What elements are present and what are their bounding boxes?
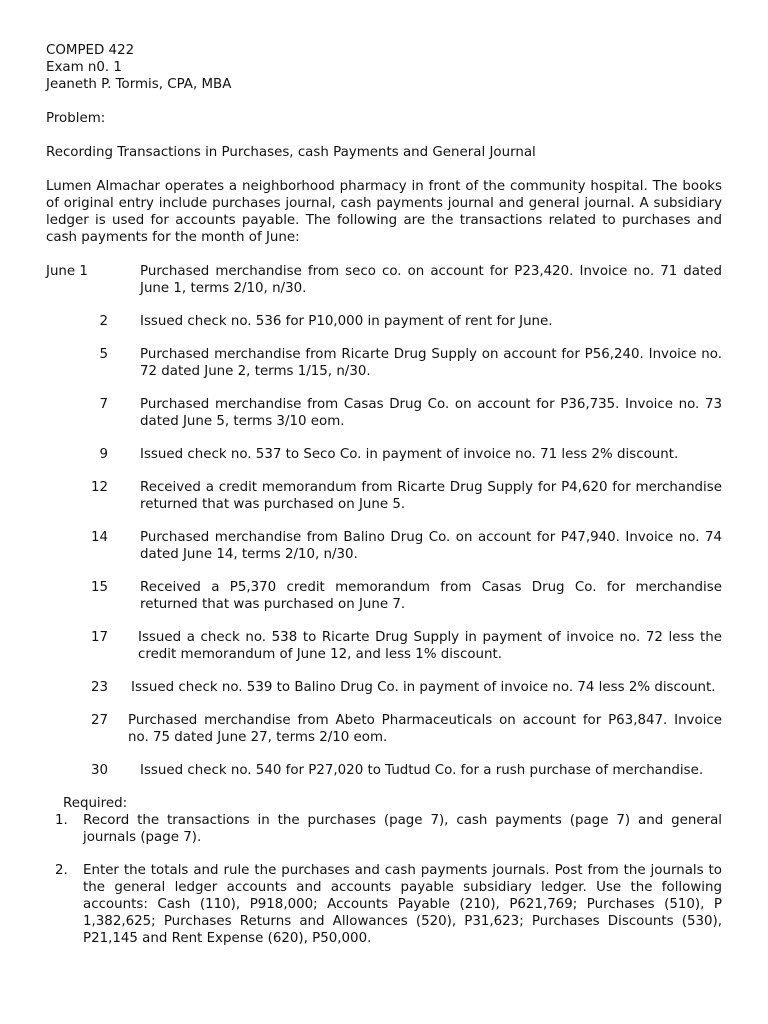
- transaction-date: 27: [90, 713, 108, 728]
- transaction-text: Purchased merchandise from seco co. on account for P23,420. Invoice no. 71 dated June 1, terms 2/10, n/30.: [140, 264, 722, 296]
- transaction-item: [46, 579, 722, 613]
- transaction-text: Issued check no. 540 for P27,020 to Tudtud Co. for a rush purchase of merchandise.: [140, 763, 704, 778]
- transaction-date: 7: [99, 397, 108, 412]
- required-section: [46, 795, 722, 947]
- transaction-date: 2: [99, 314, 108, 329]
- required-item: [46, 862, 722, 947]
- transaction-text: Issued a check no. 538 to Ricarte Drug Supply in payment of invoice no. 72 less the credit memorandum of June 12, and less 1% discount.: [138, 630, 722, 662]
- transaction-text: Purchased merchandise from Ricarte Drug Supply on account for P56,240. Invoice no. 72 dated June 2, terms 1/15, n/30.: [140, 347, 722, 379]
- transaction-date: 17: [90, 630, 108, 645]
- course-code: COMPED 422: [46, 43, 135, 58]
- transaction-text: Issued check no. 539 to Balino Drug Co. in payment of invoice no. 74 less 2% discount.: [131, 680, 716, 695]
- transaction-text: Purchased merchandise from Balino Drug Co. on account for P47,940. Invoice no. 74 dated June 14, terms 2/10, n/30.: [140, 530, 722, 562]
- transaction-item: [46, 263, 722, 297]
- transaction-text: Received a credit memorandum from Ricarte Drug Supply for P4,620 for merchandise returned that was purchased on June 5.: [140, 480, 722, 512]
- transaction-item: [46, 479, 722, 513]
- required-item-number: 2.: [55, 863, 68, 878]
- required-item-number: 1.: [55, 813, 68, 828]
- transaction-date: 12: [90, 480, 108, 495]
- exam-page: [46, 42, 722, 947]
- transaction-date: 5: [99, 347, 108, 362]
- transaction-item: [46, 529, 722, 563]
- transaction-item: [46, 346, 722, 380]
- transaction-item: [46, 629, 722, 663]
- transaction-item: [46, 396, 722, 430]
- exam-number: Exam n0. 1: [46, 60, 122, 75]
- transaction-item: [46, 446, 722, 463]
- required-label: Required:: [63, 796, 128, 811]
- transaction-date: 30: [90, 763, 108, 778]
- transaction-text: Issued check no. 536 for P10,000 in payment of rent for June.: [140, 314, 553, 329]
- transaction-date: June 1: [46, 264, 88, 279]
- problem-title: Recording Transactions in Purchases, cash Payments and General Journal: [46, 145, 536, 160]
- intro-paragraph: Lumen Almachar operates a neighborhood pharmacy in front of the community hospital. The books of original entry include purchases journal, cash payments journal and general journal. A subsidiary ledger is used for accounts payable. The following are the transactions related to purchases and cash payments for the month of June:: [46, 179, 722, 245]
- instructor-name: Jeaneth P. Tormis, CPA, MBA: [46, 77, 232, 92]
- required-item-text: Enter the totals and rule the purchases and cash payments journals. Post from the journals to the general ledger accounts and accounts payable subsidiary ledger. Use the following accounts: Cash (110), P918,000; Accounts Payable (210), P621,769; Purchases (510), P 1,382,625; Purchases Returns and Allowances (520), P31,623; Purchases Discounts (530), P21,145 and Rent Expense (620), P50,000.: [83, 863, 722, 946]
- transaction-text: Received a P5,370 credit memorandum from Casas Drug Co. for merchandise returned that was purchased on June 7.: [140, 580, 722, 612]
- transaction-date: 15: [90, 580, 108, 595]
- transaction-date: 23: [90, 680, 108, 695]
- transaction-date: 9: [99, 447, 108, 462]
- transaction-text: Purchased merchandise from Abeto Pharmaceuticals on account for P63,847. Invoice no. 75 dated June 27, terms 2/10 eom.: [128, 713, 722, 745]
- transaction-item: [46, 762, 722, 779]
- required-item: [46, 812, 722, 846]
- transaction-text: Purchased merchandise from Casas Drug Co. on account for P36,735. Invoice no. 73 dated June 5, terms 3/10 eom.: [140, 397, 722, 429]
- transaction-item: [46, 712, 722, 746]
- transactions-list: [46, 263, 722, 779]
- transaction-item: [46, 679, 722, 696]
- problem-label: Problem:: [46, 111, 106, 126]
- required-item-text: Record the transactions in the purchases (page 7), cash payments (page 7) and general journals (page 7).: [83, 813, 722, 845]
- transaction-item: [46, 313, 722, 330]
- transaction-text: Issued check no. 537 to Seco Co. in payment of invoice no. 71 less 2% discount.: [140, 447, 679, 462]
- header-block: [46, 42, 722, 93]
- transaction-date: 14: [90, 530, 108, 545]
